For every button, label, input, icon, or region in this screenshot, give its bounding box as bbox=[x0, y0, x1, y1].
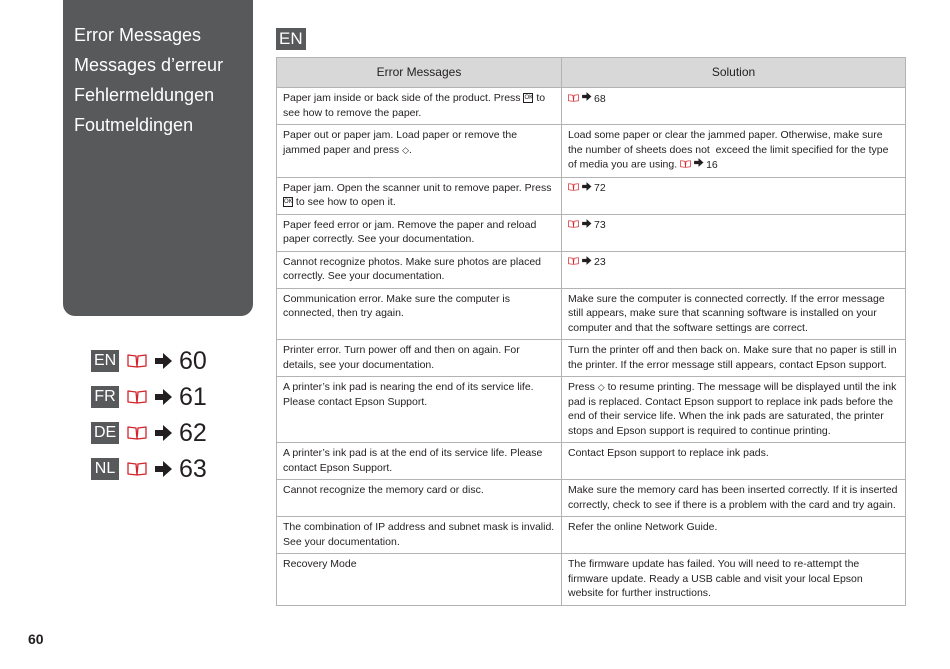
book-icon bbox=[568, 181, 579, 196]
ok-button-icon: OK bbox=[524, 95, 534, 102]
table-row bbox=[277, 517, 906, 554]
solution-text: The firmware update has failed. You will need to re-attempt the firmware update. Ready a USB cable and visit your local Epson website for further instructions. bbox=[568, 558, 866, 600]
reference-page-number: 68 bbox=[594, 92, 606, 105]
error-message-cell bbox=[277, 377, 562, 443]
reference-page-number: 60 bbox=[179, 346, 207, 375]
solution-text: Make sure the computer is connected correctly. If the error message still appears, make sure that scanning software is installed on your computer and that the software settings are correct. bbox=[568, 292, 888, 334]
page-reference[interactable] bbox=[568, 181, 606, 197]
sidebar-title-nl: Foutmeldingen bbox=[74, 115, 194, 135]
table-row bbox=[277, 88, 906, 125]
error-message-text: A printer’s ink pad is at the end of its service life. Please contact Epson Support. bbox=[283, 447, 546, 474]
error-message-text-cont: to see how to open it. bbox=[293, 196, 396, 208]
error-message-text: Paper feed error or jam. Remove the paper and reload paper correctly. See your documentation. bbox=[283, 218, 540, 245]
table-row bbox=[277, 554, 906, 606]
solution-cell bbox=[562, 88, 906, 125]
solution-cell bbox=[562, 214, 906, 251]
error-message-text: Printer error. Turn power off and then on again. For details, see your documentation. bbox=[283, 344, 523, 371]
book-icon bbox=[127, 461, 147, 477]
sidebar-title-de: Fehlermeldungen bbox=[74, 85, 215, 105]
reference-page-number: 72 bbox=[594, 182, 606, 194]
solution-cell bbox=[562, 251, 906, 288]
sidebar-title-fr: Messages d’erreur bbox=[74, 55, 224, 75]
book-icon bbox=[127, 353, 147, 369]
arrow-right-icon bbox=[581, 255, 592, 271]
error-messages-table bbox=[276, 57, 906, 606]
solution-cell bbox=[562, 288, 906, 340]
solution-cell bbox=[562, 125, 906, 178]
reference-page-number: 61 bbox=[179, 382, 207, 411]
language-code: NL bbox=[91, 458, 119, 480]
start-diamond-icon: ◇ bbox=[597, 382, 605, 392]
error-message-cell bbox=[277, 288, 562, 340]
language-reference-row[interactable] bbox=[91, 451, 207, 487]
arrow-right-icon bbox=[581, 218, 592, 234]
reference-page-number: 63 bbox=[179, 454, 207, 483]
error-message-cell bbox=[277, 177, 562, 214]
column-header-messages: Error Messages bbox=[277, 58, 562, 88]
error-message-text: The combination of IP address and subnet mask is invalid. See your documentation. bbox=[283, 521, 558, 548]
solution-cell bbox=[562, 377, 906, 443]
language-reference-row[interactable] bbox=[91, 343, 207, 379]
error-message-text: Cannot recognize photos. Make sure photos are placed correctly. See your documentation. bbox=[283, 255, 544, 282]
table-row bbox=[277, 214, 906, 251]
solution-cell bbox=[562, 340, 906, 377]
language-code: DE bbox=[91, 422, 119, 444]
book-icon bbox=[568, 255, 579, 270]
error-message-cell bbox=[277, 517, 562, 554]
error-message-text: Cannot recognize the memory card or disc. bbox=[283, 484, 484, 497]
error-message-cell bbox=[277, 251, 562, 288]
solution-text: Turn the printer off and then back on. Make sure that no paper is still in the printer. If the error message still appears, contact Epson support. bbox=[568, 344, 900, 371]
solution-text-cont: to resume printing. The message will be displayed until the ink pad is replaced. Contact Epson support to replace ink pads before the end of their service life. When the ink pads are saturated, the printer stops and Epson support is required to continue printing. bbox=[568, 381, 900, 437]
solution-cell bbox=[562, 480, 906, 517]
error-message-cell bbox=[277, 214, 562, 251]
error-message-text: Paper jam inside or back side of the product. Press bbox=[283, 92, 524, 104]
error-message-text: A printer’s ink pad is nearing the end of its service life. Please contact Epson Support. bbox=[283, 381, 537, 408]
arrow-right-icon bbox=[581, 91, 592, 107]
reference-page-number: 62 bbox=[179, 418, 207, 447]
start-diamond-icon: ◇ bbox=[402, 144, 409, 155]
language-reference-list bbox=[91, 343, 207, 487]
page-reference[interactable] bbox=[568, 91, 606, 107]
arrow-right-icon bbox=[153, 459, 173, 479]
reference-page-number: 16 bbox=[706, 158, 718, 171]
error-message-cell bbox=[277, 480, 562, 517]
error-message-cell bbox=[277, 340, 562, 377]
table-row bbox=[277, 340, 906, 377]
arrow-right-icon bbox=[153, 351, 173, 371]
error-message-cell bbox=[277, 554, 562, 606]
solution-cell bbox=[562, 517, 906, 554]
book-icon bbox=[127, 389, 147, 405]
reference-page-number: 23 bbox=[594, 256, 606, 268]
page-reference[interactable] bbox=[680, 157, 718, 173]
table-row bbox=[277, 480, 906, 517]
error-message-text-cont: to see how to remove the paper. bbox=[283, 92, 549, 119]
arrow-right-icon bbox=[153, 387, 173, 407]
language-tag: EN bbox=[276, 28, 306, 50]
language-reference-row[interactable] bbox=[91, 379, 207, 415]
solution-cell bbox=[562, 443, 906, 480]
solution-cell bbox=[562, 177, 906, 214]
solution-text: Press bbox=[568, 381, 598, 394]
solution-text: Refer the online Network Guide. bbox=[568, 521, 718, 534]
arrow-right-icon bbox=[153, 423, 173, 443]
column-header-solution: Solution bbox=[562, 58, 906, 88]
error-message-cell bbox=[277, 125, 562, 178]
error-message-text-cont: . bbox=[409, 143, 412, 156]
table-header-row bbox=[277, 58, 906, 88]
sidebar-panel bbox=[63, 0, 253, 316]
page-reference[interactable] bbox=[568, 218, 606, 234]
arrow-right-icon bbox=[693, 157, 704, 173]
reference-page-number: 73 bbox=[594, 219, 606, 231]
solution-cell bbox=[562, 554, 906, 606]
table-row bbox=[277, 125, 906, 178]
sidebar-title-en: Error Messages bbox=[74, 25, 202, 45]
error-message-text: Recovery Mode bbox=[283, 558, 357, 571]
language-code: FR bbox=[91, 386, 119, 408]
book-icon bbox=[680, 158, 691, 173]
solution-text: Contact Epson support to replace ink pads. bbox=[568, 447, 769, 460]
table-row bbox=[277, 443, 906, 480]
table-row bbox=[277, 177, 906, 214]
language-code: EN bbox=[91, 350, 119, 372]
book-icon bbox=[568, 92, 579, 107]
table-row bbox=[277, 377, 906, 443]
page-number: 60 bbox=[28, 631, 44, 647]
solution-text: Load some paper or clear the jammed paper. Otherwise, make sure the number of sheets does not exceed the limit specified for the type of media you are using. bbox=[568, 129, 892, 171]
solution-text: Make sure the memory card has been inserted correctly. If it is inserted correctly, check to see if there is a problem with the card and try again. bbox=[568, 484, 901, 511]
language-reference-row[interactable] bbox=[91, 415, 207, 451]
error-message-text: Communication error. Make sure the computer is connected, then try again. bbox=[283, 292, 513, 319]
table-row bbox=[277, 251, 906, 288]
ok-button-icon: OK bbox=[284, 199, 293, 206]
sidebar-titles bbox=[63, 0, 253, 140]
error-message-text: Paper out or paper jam. Load paper or remove the jammed paper and press bbox=[283, 129, 520, 156]
error-message-cell bbox=[277, 88, 562, 125]
error-message-cell bbox=[277, 443, 562, 480]
book-icon bbox=[127, 425, 147, 441]
page-reference[interactable] bbox=[568, 255, 606, 271]
error-message-text: Paper jam. Open the scanner unit to remove paper. Press bbox=[283, 181, 555, 194]
arrow-right-icon bbox=[581, 181, 592, 197]
table-row bbox=[277, 288, 906, 340]
book-icon bbox=[568, 218, 579, 233]
